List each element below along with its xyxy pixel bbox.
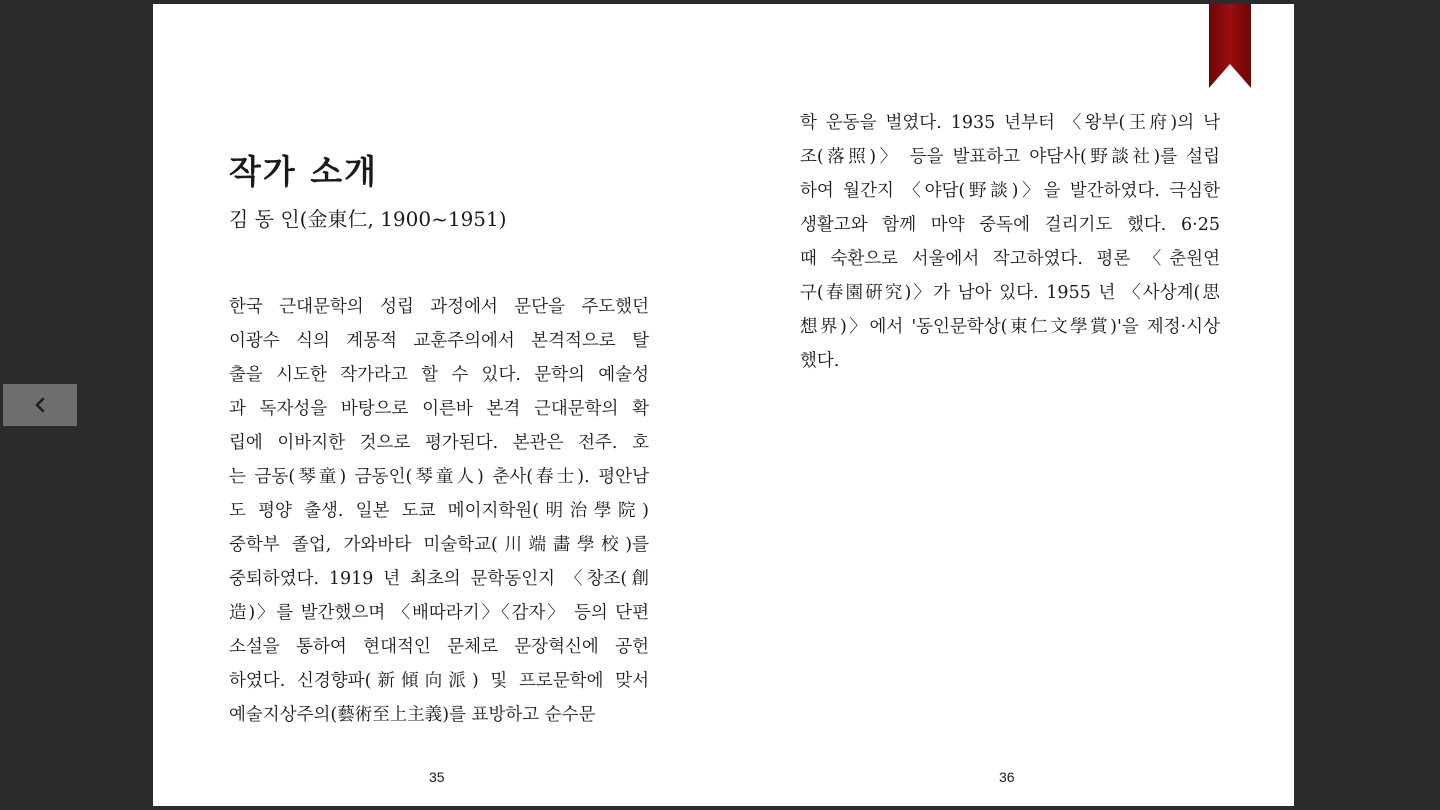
text-line-content: 학 운동을 벌였다. 1935 년부터 〈왕부(王府)의 낙 [800,113,1220,133]
text-line-content: 한국 근대문학의 성립 과정에서 문단을 주도했던 [229,297,649,317]
text-line [229,426,649,460]
text-line [800,174,1220,208]
text-line [800,310,1220,344]
chevron-left-icon [33,397,47,413]
text-line-content: 중퇴하였다. 1919 년 최초의 문학동인지 〈창조(創 [229,569,649,589]
text-line-content: 했다. [800,351,840,371]
text-line-content: 립에 이바지한 것으로 평가된다. 본관은 전주. 호 [229,433,649,453]
text-line-content: 구(春園硏究)〉가 남아 있다. 1955 년 〈사상계(思 [800,283,1220,303]
text-line [229,630,649,664]
text-line [800,242,1220,276]
left-body-text [229,290,649,732]
text-line [229,528,649,562]
text-line-content: 출을 시도한 작가라고 할 수 있다. 문학의 예술성 [229,365,649,385]
text-line-content: 造)〉를 발간했으며 〈배따라기〉〈감자〉 등의 단편 [229,603,649,623]
page-number-left: 35 [429,769,445,785]
text-line [800,208,1220,242]
bookmark-icon [1209,4,1251,88]
page-number-right: 36 [999,769,1015,785]
text-line-content: 는 금동(琴童) 금동인(琴童人) 춘사(春士). 평안남 [229,467,649,487]
text-line [800,140,1220,174]
text-line-content: 想界)〉에서 '동인문학상(東仁文學賞)'을 제정·시상 [800,317,1220,337]
text-line [229,460,649,494]
text-line-content: 소설을 통하여 현대적인 문체로 문장혁신에 공헌 [229,637,649,657]
text-line-content: 생활고와 함께 마약 중독에 걸리기도 했다. 6·25 [800,215,1220,235]
text-line [800,344,1220,378]
text-line-content: 예술지상주의(藝術至上主義)를 표방하고 순수문 [229,705,596,725]
text-line-content: 도 평양 출생. 일본 도쿄 메이지학원(明治學院) [229,501,649,521]
previous-page-button[interactable] [3,384,77,426]
author-line: 김 동 인(金東仁, 1900~1951) [229,207,507,231]
text-line-content: 하였다. 신경향파(新傾向派) 및 프로문학에 맞서 [229,671,649,691]
right-body-text [800,106,1220,378]
text-line [229,494,649,528]
text-line-content: 하여 월간지 〈야담(野談)〉을 발간하였다. 극심한 [800,181,1220,201]
left-page [153,4,723,806]
text-line-content: 이광수 식의 계몽적 교훈주의에서 본격적으로 탈 [229,331,649,351]
text-line-content: 중학부 졸업, 가와바타 미술학교(川端畵學校)를 [229,535,649,555]
text-line [800,106,1220,140]
text-line-content: 조(落照)〉 등을 발표하고 야담사(野談社)를 설립 [800,147,1220,167]
text-line [229,562,649,596]
book-spread [153,4,1294,806]
text-line [229,392,649,426]
text-line [229,664,649,698]
right-page [723,4,1294,806]
page-title: 작가 소개 [229,152,379,191]
text-line [229,290,649,324]
text-line-content: 때 숙환으로 서울에서 작고하였다. 평론 〈춘원연 [800,249,1220,269]
text-line [229,698,649,732]
text-line [229,596,649,630]
text-line [229,324,649,358]
text-line [800,276,1220,310]
bookmark-ribbon[interactable] [1209,4,1251,88]
text-line-content: 과 독자성을 바탕으로 이른바 본격 근대문학의 확 [229,399,649,419]
text-line [229,358,649,392]
